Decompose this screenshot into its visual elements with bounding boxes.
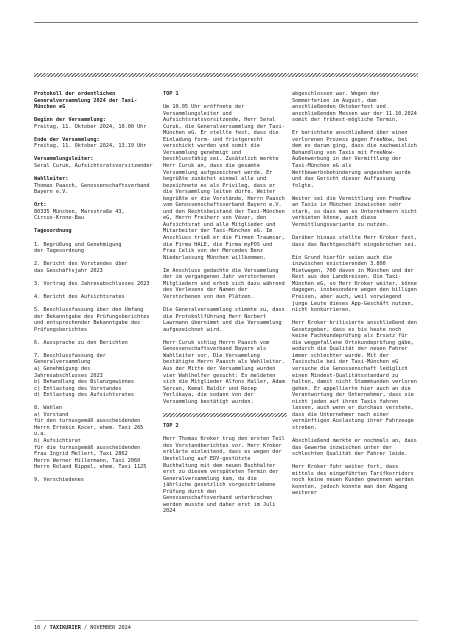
column-continuation bbox=[292, 91, 418, 626]
place-value: 80335 München, Marsstraße 43, Circus-Krone-Bau bbox=[34, 208, 125, 222]
header-rule bbox=[34, 22, 418, 23]
begin-value: Freitag, 11. Oktober 2024, 10.00 Uhr bbox=[34, 123, 147, 130]
election-leader-value: Thomas Paasch, Genossenschaftsverband Bayern e.V. bbox=[34, 182, 150, 196]
place-label: Ort: bbox=[34, 202, 47, 209]
agenda-item: 3. Vortrag des Jahresabschlusses 2023 bbox=[34, 280, 150, 287]
paragraph: Er berichtete anschließend über einen verlorenen Prozess gegen FreeNow, bei dem es darum ging, dass die nachweislich Behandlung von Taxis mit FreeNow-Außenwerbung in der Vermittlung der Taxi-München eG als Wettbewerbsbehinderung angesehen wurde und das Gericht dieser Auffassung folgte. bbox=[292, 130, 417, 189]
protocol-heading: Protokoll der ordentlichen Generalversammlung 2024 der Taxi-München eG bbox=[34, 91, 138, 111]
election-leader-label: Wahlleiter: bbox=[34, 176, 69, 183]
agenda-item: 9. Verschiedenes bbox=[34, 477, 84, 484]
agenda-item: 5. Beschlussfassung über den Umfang der Bekanntgabe des Prüfungsberichtes und entsprechender Bekanntgabe des Prüfungsberichtes bbox=[34, 307, 150, 333]
paragraph: abgeschlossen war. Wegen der Sommerferien im August, dem anschließenden Oktoberfest und anschließenden Messen war der 11.10.2024 somit der frühest-mögliche Termin. bbox=[292, 91, 417, 124]
end-value: Freitag, 11. Oktober 2024, 13.19 Uhr bbox=[34, 143, 147, 150]
agenda-label: Tagesordnung bbox=[34, 228, 72, 235]
agenda-item: 2. Bericht des Vorstandes über das Geschäftsjahr 2023 bbox=[34, 261, 128, 274]
chair-value: Seral Curuk, Aufsichtsratsvorsitzender bbox=[34, 163, 153, 170]
paragraph: Herr Kroker fuhr weiter fort, dass mittels des eingeführten Tarifkorridors noch keine neuen Kunden gewonnen werden konnten, jedoch konnte man den Abgang weiterer bbox=[292, 464, 414, 497]
magazine-name: TAXIKURIER bbox=[49, 625, 81, 631]
agenda-item: 4. Bericht des Aufsichtsrates bbox=[34, 293, 125, 300]
section-heading-top2: TOP 2 bbox=[163, 423, 179, 430]
paragraph: Abschließend merkte er nochmals an, dass das Gewerbe inzwischen unter der schlechten Qualität der Fahrer leide. bbox=[292, 437, 417, 458]
column-protocol-header bbox=[34, 91, 158, 626]
chair-label: Versammlungsleiter: bbox=[34, 156, 94, 163]
paragraph: Herr Thomas Kroker trug den ersten Teil des Vorstandberichtes vor. Herr Kroker erklärte einleitend, dass es wegen der Umstellung auf EDV-gestützte Buchhaltung mit dem neuen Buchhalter erst zu diesem verspäteten Termin der Generalversammlung kam, da die jährliche gesetzlich vorgeschriebene Prüfung durch den Genossenschaftsverband unterbrochen werden musste und daher erst im Juli 2024 bbox=[163, 436, 285, 515]
end-label: Ende der Versammlung: bbox=[34, 136, 100, 143]
paragraph: Im Anschluss gedachte die Versammlung der im vergangenen Jahr verstorbenen Mitgliedern und erhob sich dazu während des Verlesens der Namen der Verstorbenen von den Plätzen. bbox=[163, 267, 285, 300]
paragraph: Darüber hinaus stellte Herr Kroker fest, dass das Nachtgeschäft eingebrochen sei. bbox=[292, 235, 417, 248]
page-footer bbox=[34, 625, 131, 631]
paragraph: Die Generalversammlung stimmte zu, dass die Protokollführung Herr Norbert Lawrmann übernimmt und die Versammlung aufgezeichnet wird. bbox=[163, 307, 285, 333]
begin-label: Beginn der Versammlung: bbox=[34, 117, 106, 124]
hatched-divider bbox=[163, 413, 287, 417]
section-heading-top1: TOP 1 bbox=[163, 91, 179, 97]
hatched-divider bbox=[34, 73, 418, 77]
paragraph: Um 10.05 Uhr eröffnete der Versammlungsleiter und Aufsichtsratsvorsitzende, Herr Seral Curuk, die Generalversammlung der Taxi-München eG. Er stellte fest, dass die Einladung form- und fristgerecht verschickt wurden und somit die Versammlung genehmigt und beschlussfähig sei. Zusätzlich merkte Herr Curuk an, dass die gesamte Versammlung aufgezeichnet werde. Er begrüßte zunächst einmal alle und bezeichnete es als Privileg, dass er die Versammlung leiten dürfe. Weiter begrüßte er die Vorstände, Herrn Paasch vom Genossenschaftsverband Bayern e.V. und den Rechtsbeistand der Taxi-München eG, Herrn Freiherr von Vèver, den Aufsichtsrat und alle Mitglieder und Mitarbeiter der Taxi-München eG. Im Anschluss trieß er die Firmen Traumcar, die Firma HALE, die Firma myPOS und Frau Celik von der Mercedes Benz Niederlassung München willkommen. bbox=[163, 104, 285, 261]
paragraph: Herr Kroker kritisierte anschließend den Gesetzgeber, dass es bis heute noch keine Fachkundeprüfung als Ersatz für die weggefallene Ortskundeprüfung gäbe, wodurch die Qualität der neuen Fahrer immer schlechter wurde. Mit der Taxischule bei der Taxi-München eG versuche die Genossenschaft lediglich einen Mindest-Qualitätsstandard zu halten, damit nicht Stammkunden verloren gehen. Er appellierte hier auch an die Verantwortung der Unternehmer, dass sie nicht jeden auf ihren Taxis fahren lassen, auch wenn er durchaus verstehe, dass die Unternehmer nach einer vernünftigen Auslastung ihrer Fahrzeuge streben. bbox=[292, 320, 417, 431]
paragraph: Herr Curuk schlug Herrn Paasch vom Genossenschaftsverband Bayern als Wahlleiter vor. Die Versammlung bestätigte Herrn Paasch als Wahlleiter. Aus der Mitte der Versammlung wurden vier Wahlhelfer gesucht: Es meldeten sich die Mitglieder Alfons Haller, Adam Sercan, Kemal Baldir und Recep Yerlikaya, die sodann von der Versammlung bestätigt wurden. bbox=[163, 339, 285, 405]
agenda-item: 7. Beschlussfassung der Generalversammlung a) Genehmigung des Jahresabschlusses 2023 b) Behandlung des Bilanzgewinnes c) Entlastung des Vorstandes d) Entlastung des Aufsichtsrates bbox=[34, 352, 134, 399]
issue-date: / NOVEMBER 2024 bbox=[83, 625, 131, 631]
agenda-item: 1. Begrüßung und Genehmigung der Tagesordnung bbox=[34, 241, 122, 255]
paragraph: Ein Grund hierfür seien auch die inzwischen existierenden 3.800 Mietwagen, 700 davon in München und der Rest aus den Landkreisen. Die Taxi-München eG, so Herr Kroker weiter, könne dagegen, insbesondere wegen den billigen Preisen, aber auch, weil vorwiegend junge Leute dieses App-Geschäft nutzen, nicht konkurrieren. bbox=[292, 254, 417, 314]
page-number: 10 / bbox=[34, 625, 47, 631]
agenda-item: 6. Aussprache zu den Berichten bbox=[34, 339, 128, 346]
footer-rule bbox=[34, 620, 418, 621]
column-top1 bbox=[163, 91, 287, 626]
paragraph: Weiter sei die Vermittlung von FreeNow an Taxis in München inzwischen sehr stark, so dass man es Unternehmern nicht verbieten könne, auch diese Vermittlungsvariante zu nutzen. bbox=[292, 195, 417, 228]
agenda-item: 8. Wahlen a) Vorstand für den turnusgemäß ausscheidenden Herrn Ertekin Kocer, ehem. Taxi 265 u.a. b) Aufsichtsrat für die turnusgemäß ausscheidenden Frau Ingrid Mellert, Taxi 2862 Herrn Werner Hillermann, Taxi 2060 Herrn Roland Rippel, ehem. Taxi 1125 bbox=[34, 405, 147, 471]
